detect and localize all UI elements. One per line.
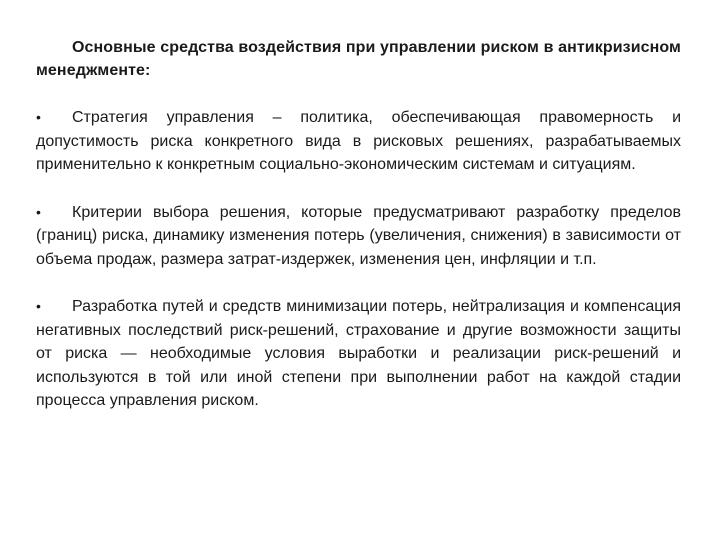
paragraph-text: Критерии выбора решения, которые предусматривают разработку пределов (границ) риска, динамику изменения потерь (увеличения, снижения) в зависимости от объема продаж, размера затрат-издержек, изменения цен, инфляции и т.п.: [36, 203, 681, 268]
bullet-marker: •: [36, 203, 41, 220]
paragraph-strategy: [36, 106, 681, 177]
bullet-marker: •: [36, 109, 41, 125]
paragraph-criteria: [36, 201, 681, 272]
slide-heading: Основные средства воздействия при управлении риском в антикризисном менеджменте:: [36, 39, 681, 79]
paragraph-minimization: [36, 295, 681, 413]
slide-content: [36, 36, 681, 437]
paragraph-text: Стратегия управления – политика, обеспечивающая правомерность и допустимость риска конкретного вида в рисковых решениях, разрабатываемых применительно к конкретным социально-экономическим системам и ситуациям.: [36, 109, 681, 173]
bullet-marker: •: [36, 298, 41, 314]
paragraph-text: Разработка путей и средств минимизации потерь, нейтрализация и компенсация негативных последствий риск-решений, страхование и другие возможности защиты от риска — необходимые условия выработки и реализации риск-решений и используются в той или иной степени при выполнении работ на каждой стадии процесса управления риском.: [36, 298, 681, 409]
